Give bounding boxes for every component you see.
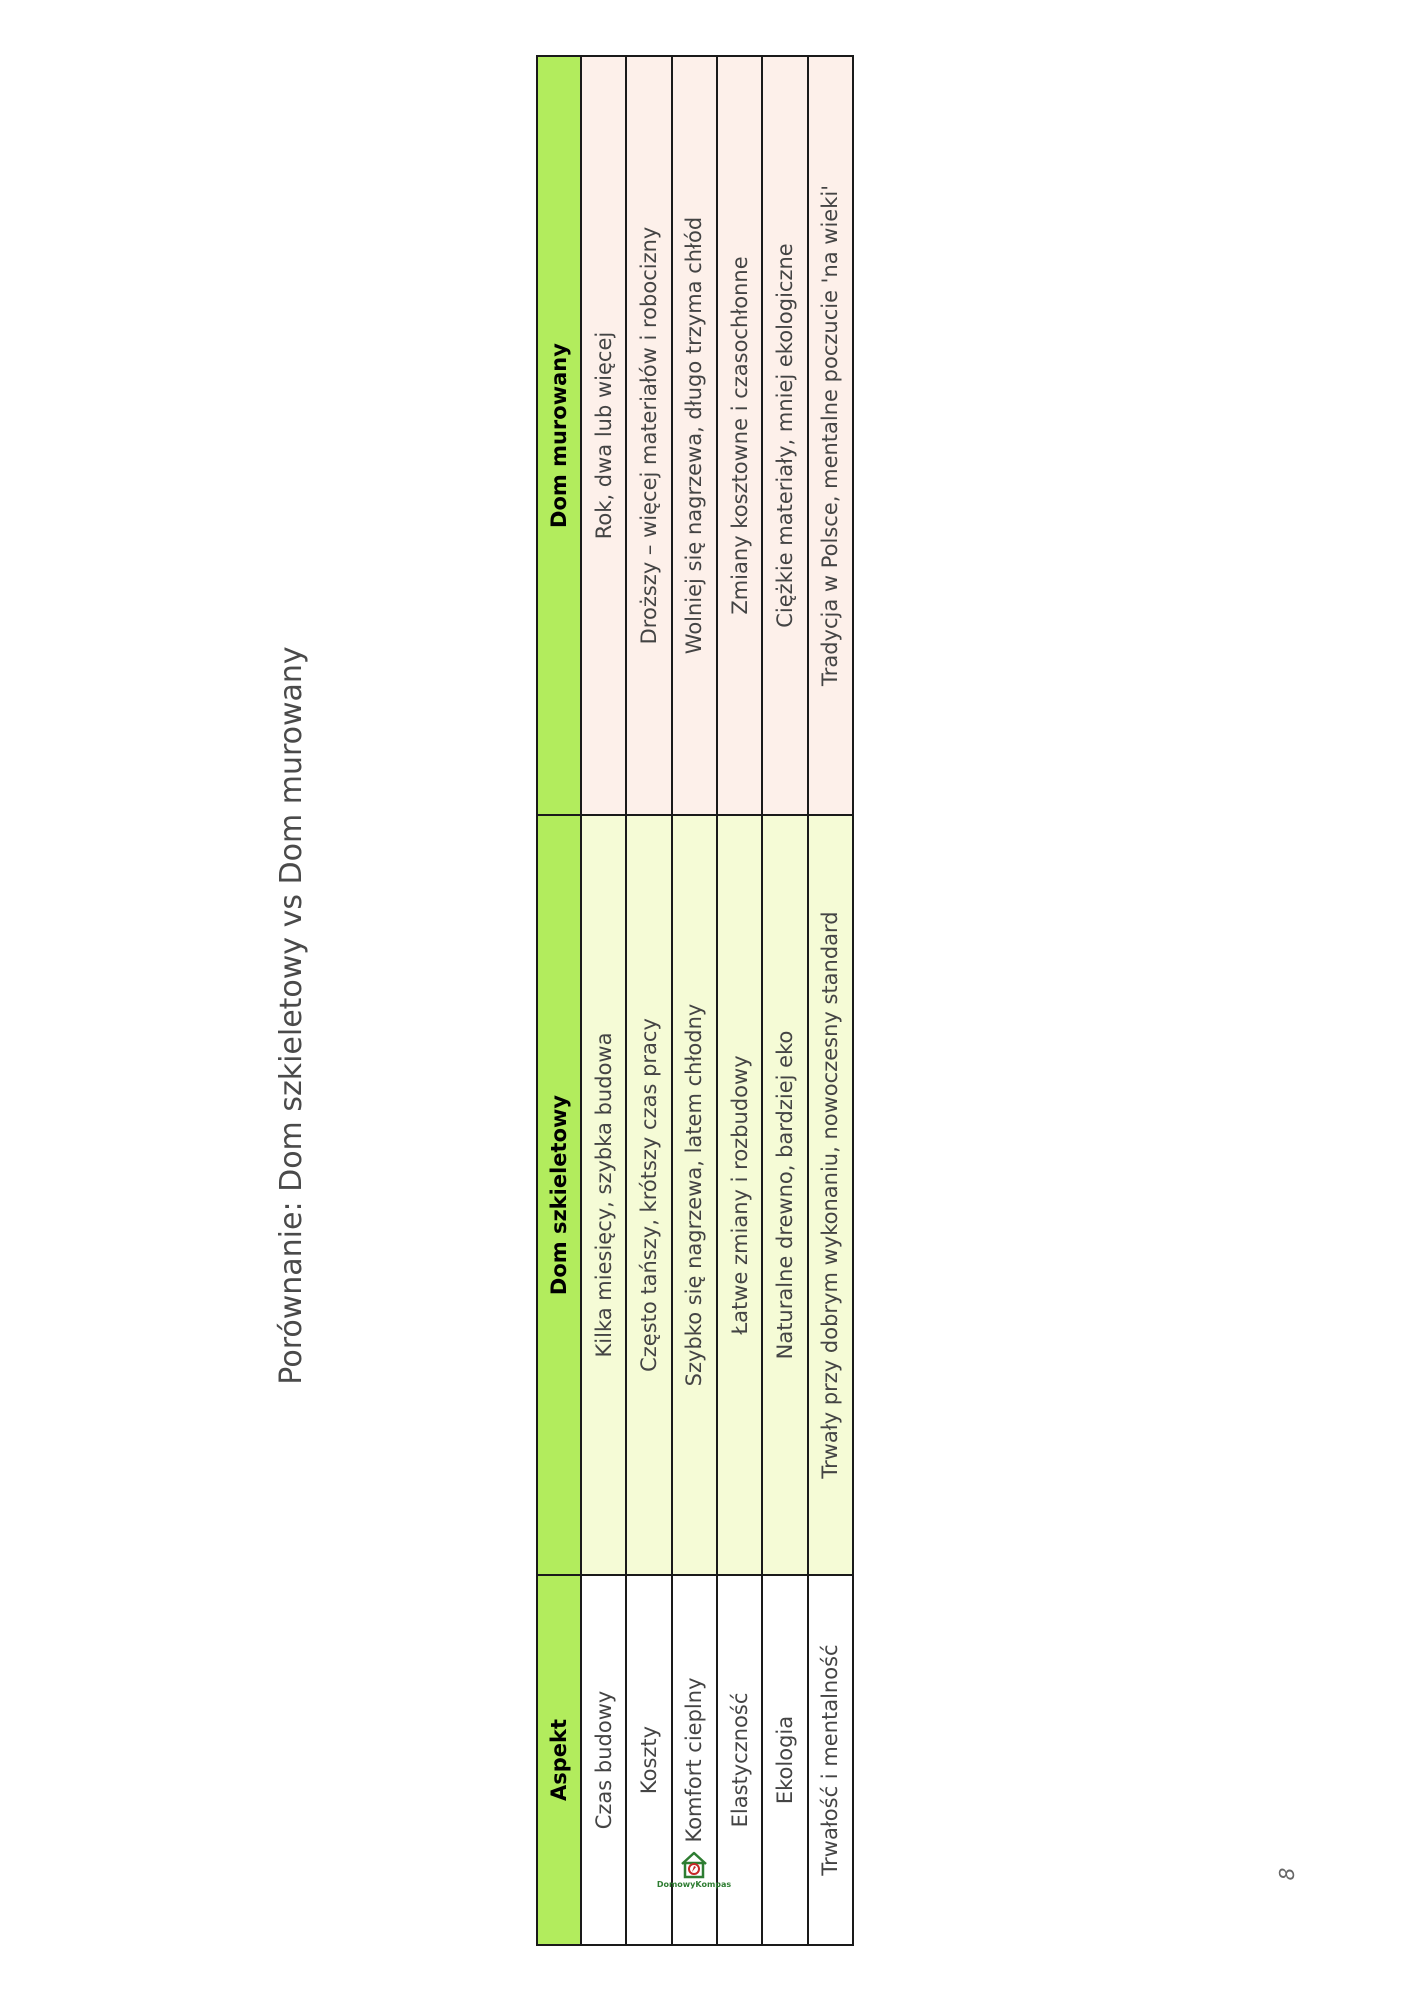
szkieletowy-cell: Szybko się nagrzewa, latem chłodny <box>672 815 717 1575</box>
table-row <box>717 56 762 1945</box>
domowykompas-logo <box>654 1850 734 1892</box>
szkieletowy-cell: Łatwe zmiany i rozbudowy <box>717 815 762 1575</box>
table-row <box>672 56 717 1945</box>
szkieletowy-cell: Często tańszy, krótszy czas pracy <box>626 815 671 1575</box>
murowany-cell: Tradycja w Polsce, mentalne poczucie 'na wieki' <box>808 56 853 815</box>
murowany-cell: Rok, dwa lub więcej <box>581 56 626 815</box>
header-dom-murowany: Dom murowany <box>537 56 581 815</box>
page-number: 8 <box>1275 1867 1299 1881</box>
table-row <box>808 56 853 1945</box>
murowany-cell: Zmiany kosztowne i czasochłonne <box>717 56 762 815</box>
murowany-cell: Droższy – więcej materiałów i robocizny <box>626 56 671 815</box>
table-header-row <box>537 56 581 1945</box>
table-row <box>762 56 807 1945</box>
szkieletowy-cell: Trwały przy dobrym wykonaniu, nowoczesny standard <box>808 815 853 1575</box>
header-aspekt: Aspekt <box>537 1575 581 1945</box>
table-row <box>626 56 671 1945</box>
szkieletowy-cell: Naturalne drewno, bardziej eko <box>762 815 807 1575</box>
page-title: Porównanie: Dom szkieletowy vs Dom murowany <box>274 646 309 1385</box>
table-row <box>581 56 626 1945</box>
aspect-cell: Komfort cieplny <box>672 1575 717 1945</box>
aspect-cell: Ekologia <box>762 1575 807 1945</box>
aspect-cell: Trwałość i mentalność <box>808 1575 853 1945</box>
header-dom-szkieletowy: Dom szkieletowy <box>537 815 581 1575</box>
szkieletowy-cell: Kilka miesięcy, szybka budowa <box>581 815 626 1575</box>
aspect-cell: Czas budowy <box>581 1575 626 1945</box>
murowany-cell: Ciężkie materiały, mniej ekologiczne <box>762 56 807 815</box>
rotated-page-content <box>0 71 1414 1960</box>
aspect-cell: Koszty <box>626 1575 671 1945</box>
comparison-table <box>536 55 854 1946</box>
house-compass-icon <box>679 1850 709 1880</box>
logo-text: DomowyKompas <box>656 1880 732 1889</box>
murowany-cell: Wolniej się nagrzewa, długo trzyma chłód <box>672 56 717 815</box>
aspect-cell: Elastyczność <box>717 1575 762 1945</box>
